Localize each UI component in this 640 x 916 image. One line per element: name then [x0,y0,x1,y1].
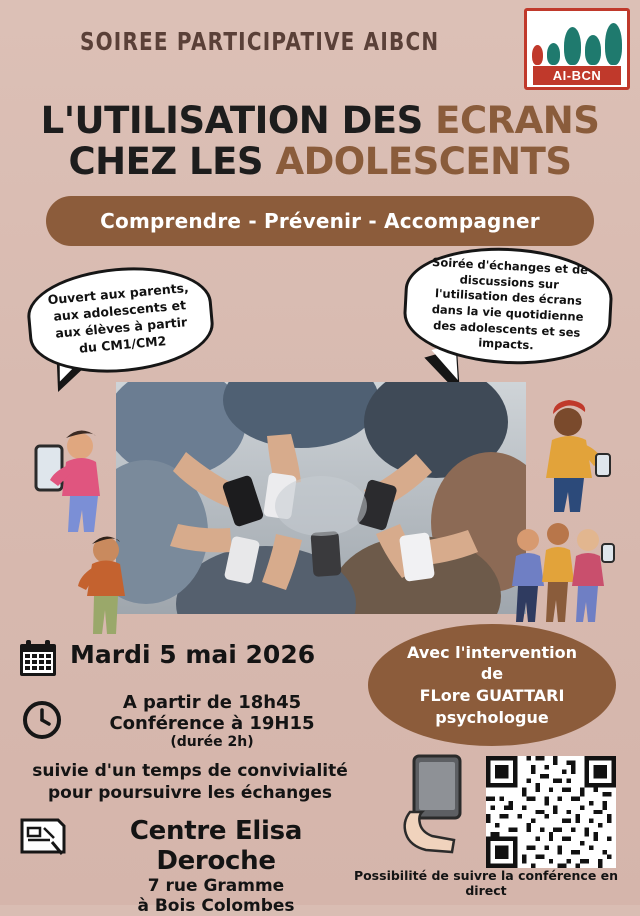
event-after-line1: suivie d'un temps de convivialité [32,761,348,781]
page-title [0,100,640,183]
speaker-line2: de [480,664,504,684]
logo-label: AI-BCN [533,66,621,85]
title-line2-plain: CHEZ LES [68,140,276,184]
event-start-time: A partir de 18h45 [122,692,302,713]
family-figures-icon [527,15,627,65]
title-line2-accent: ADOLESCENTS [275,140,572,184]
event-date-row [20,640,315,669]
tablet-hand-icon [392,752,478,856]
subtitle-bar [46,196,594,246]
speaker-name: FLore GUATTARI [419,686,565,705]
event-date: Mardi 5 mai 2026 [70,640,316,669]
event-time-block [62,692,362,750]
event-duration: (durée 2h) [170,734,254,750]
speech-bubble-audience [24,260,217,380]
venue-street: 7 rue Gramme [147,876,285,896]
photo-teens-smartphones [116,382,526,614]
illustration-person-phone-left [14,418,110,538]
venue-name: Centre Elisa Deroche [129,816,303,876]
title-line1-accent: ECRANS [435,99,600,142]
event-after-line2: pour poursuivre les échanges [47,783,333,804]
kicker-text: SOIREE PARTICIPATIVE AIBCN [80,26,440,56]
subtitle-text: Comprendre - Prévenir - Accompagner [100,209,540,233]
aibcn-logo [524,8,630,90]
event-after-note [14,760,366,804]
speaker-line1: Avec l'intervention [407,642,577,662]
event-conference-time: Conférence à 19H15 [109,713,315,734]
stream-caption: Possibilité de suivre la conférence en direct [353,868,619,898]
clock-icon [22,700,62,740]
qr-code[interactable] [486,756,616,868]
venue-block [66,816,366,916]
blueprint-icon [18,814,68,858]
venue-city: à Bois Colombes [137,896,295,916]
speech-bubble-description-text: Soirée d'échanges et de discussions sur l'utilisation des écrans dans la vie quotidienne des adolescents et ses impacts. [431,255,589,353]
photo-illustration [116,382,526,614]
speech-bubble-audience-text: Ouvert aux parents, aux adolescents et aux élèves à partir du CM1/CM2 [47,280,190,356]
illustration-person-pointing-left [70,528,140,638]
title-line1-plain: L'UTILISATION DES [40,99,436,142]
speaker-oval [368,624,616,746]
illustration-group-right [506,518,628,628]
illustration-person-phone-right [526,396,622,514]
speaker-role: psychologue [435,707,549,727]
